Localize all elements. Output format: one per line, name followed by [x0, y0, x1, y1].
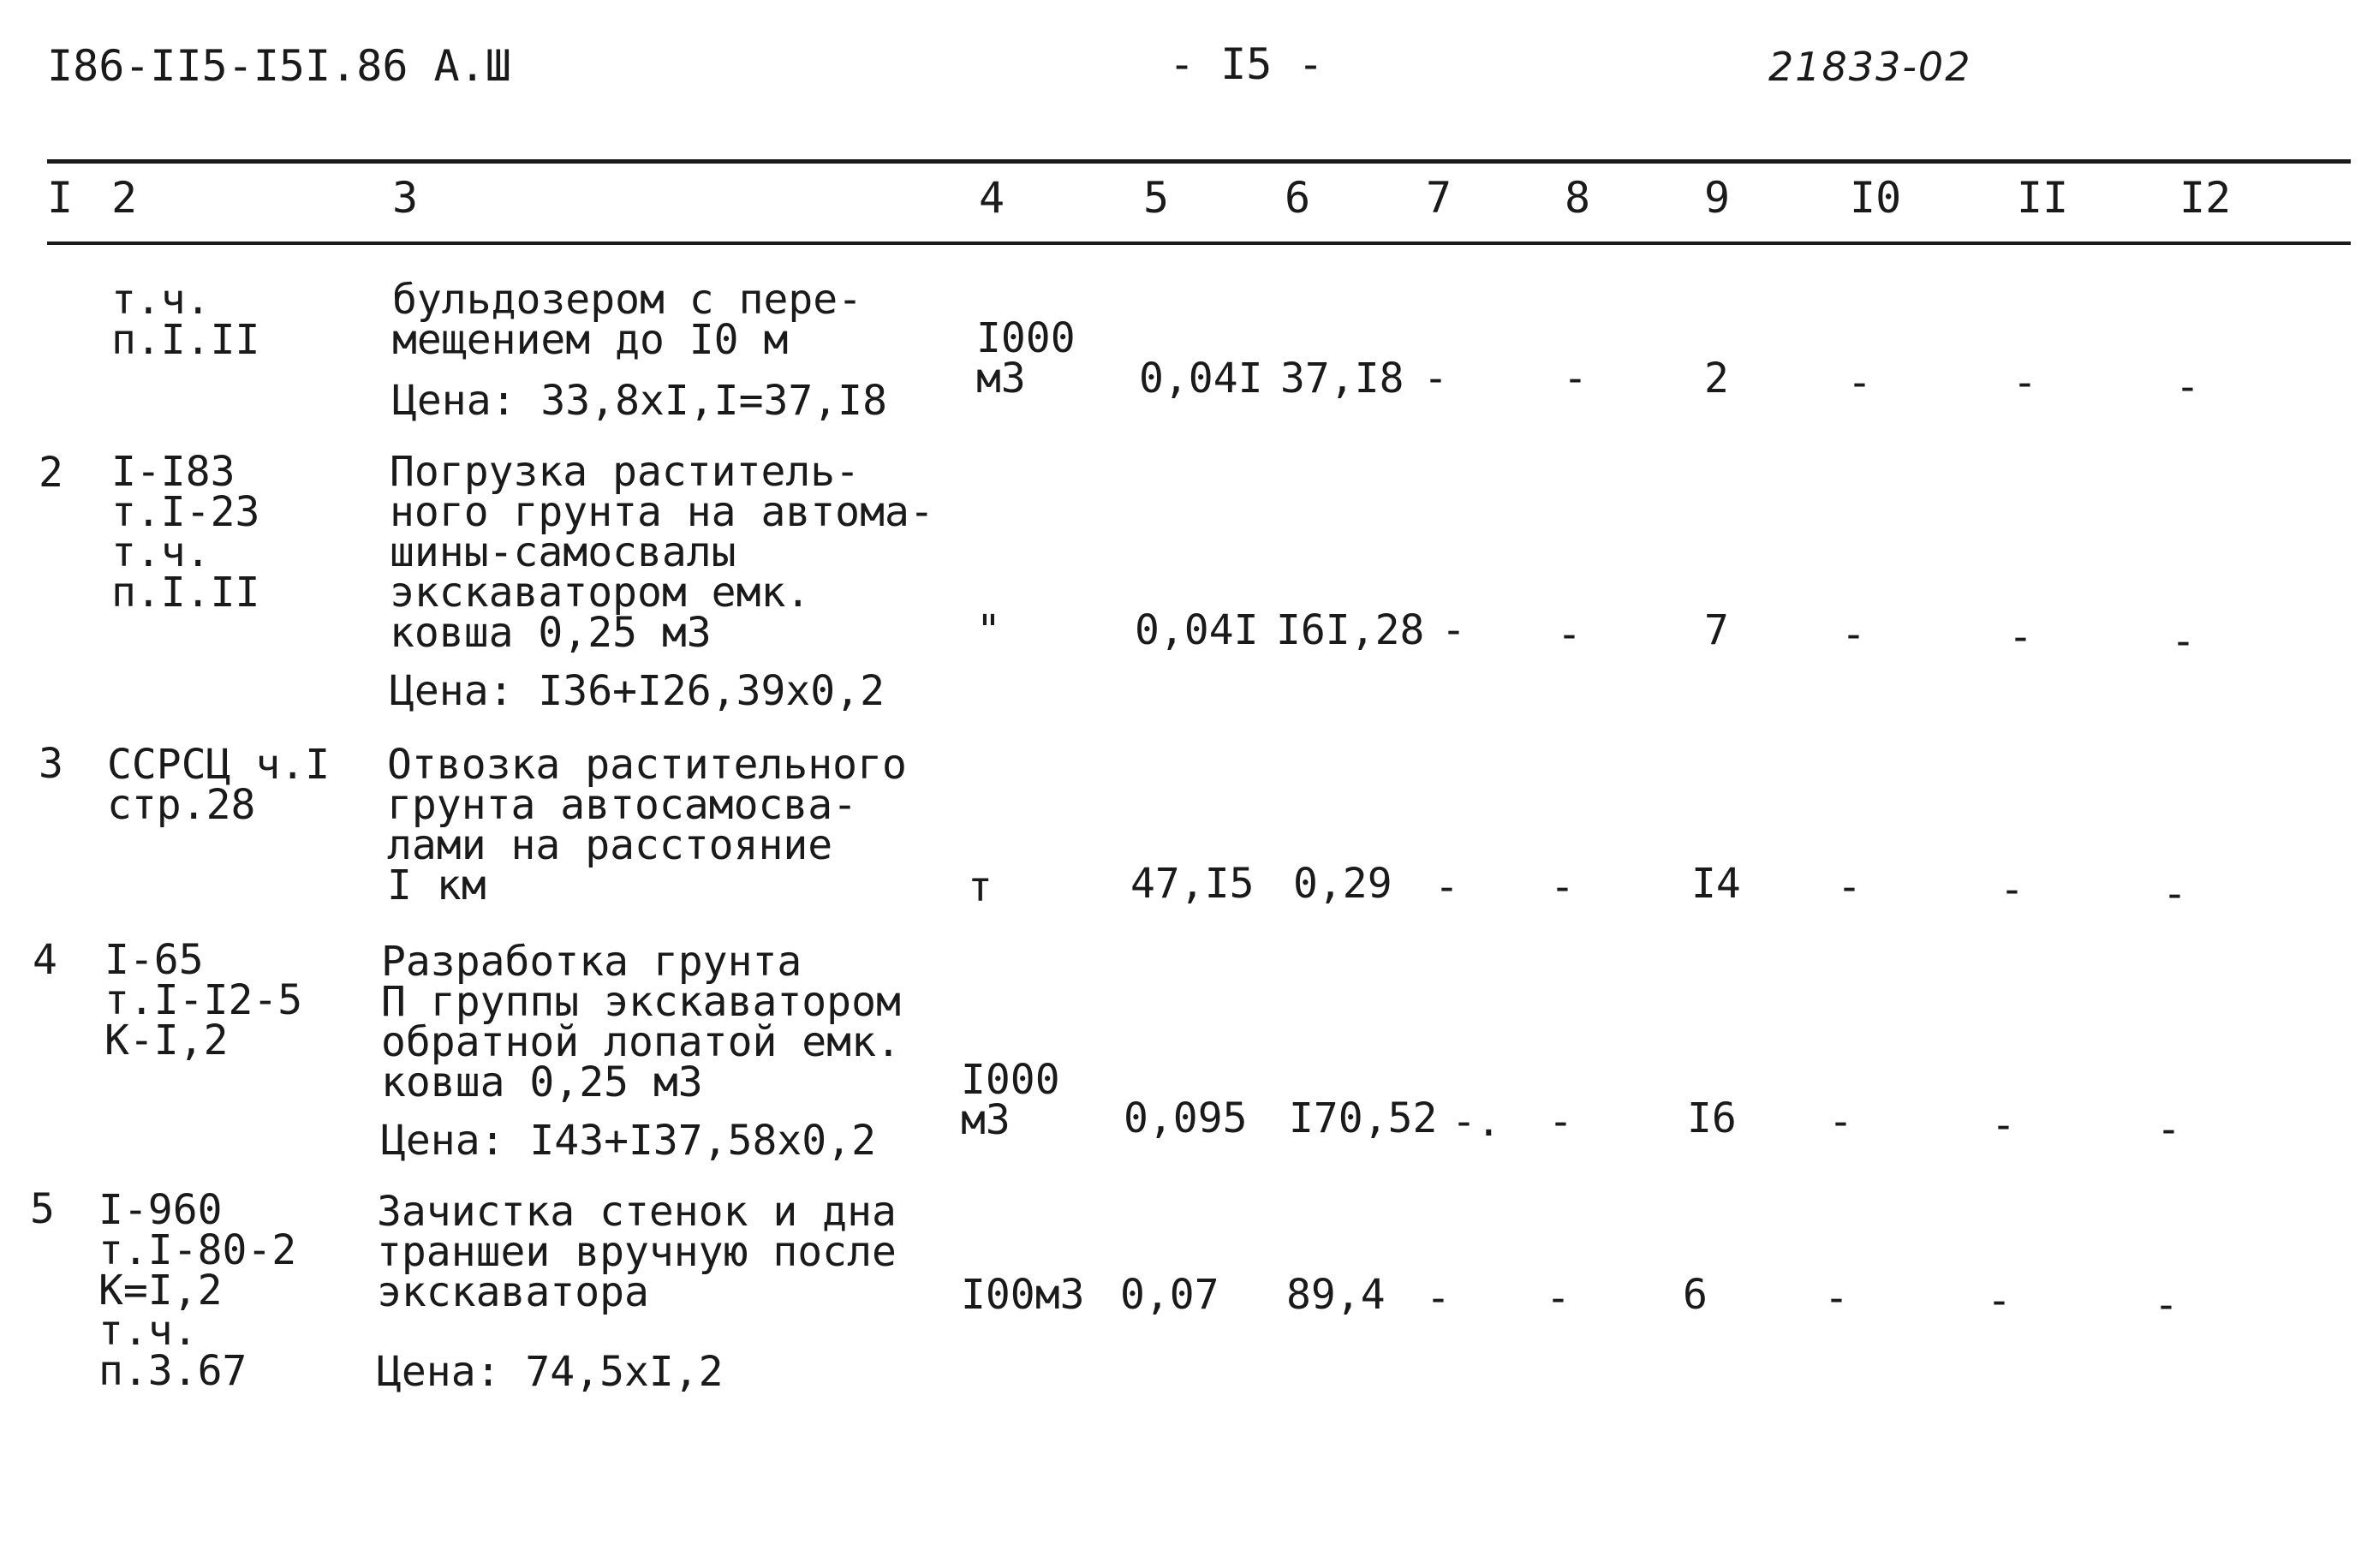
- row-value-6: I6I,28: [1276, 606, 1425, 654]
- row-number: 4: [33, 936, 57, 984]
- row-value-8: -: [1546, 1274, 1571, 1322]
- row-value-10: -: [1828, 1098, 1853, 1146]
- row-value-12: -: [2171, 617, 2196, 665]
- table-top-rule: [47, 159, 2351, 164]
- row-value-10: -: [1841, 611, 1866, 659]
- row-description: Отвозка растительного грунта автосамосва- лами на расстояние I км: [387, 741, 907, 909]
- row-value-7: -: [1434, 863, 1459, 911]
- row-quantity: 0,04I: [1135, 606, 1259, 654]
- column-header: 7: [1426, 173, 1452, 223]
- row-description: бульдозером с пере- мещением до I0 м: [392, 276, 863, 364]
- row-value-9: I4: [1691, 860, 1741, 908]
- column-header: I: [47, 173, 74, 223]
- row-price: Цена: 74,5хI,2: [377, 1348, 724, 1396]
- row-price: Цена: I43+I37,58х0,2: [381, 1117, 876, 1165]
- row-number: 5: [30, 1185, 55, 1233]
- row-value-12: -: [2154, 1281, 2179, 1329]
- row-value-8: -: [1563, 355, 1588, 402]
- row-reference: ССРСЦ ч.I стр.28: [107, 741, 331, 829]
- row-value-12: -: [2162, 870, 2187, 918]
- row-value-7: -: [1441, 606, 1466, 654]
- row-quantity: 0,095: [1124, 1094, 1248, 1142]
- row-value-7: -: [1426, 1274, 1451, 1322]
- column-header: I2: [2179, 173, 2232, 223]
- row-value-7: -: [1423, 355, 1448, 402]
- row-value-11: -: [2000, 866, 2024, 914]
- column-header: 3: [392, 173, 419, 223]
- row-value-6: 37,I8: [1280, 355, 1404, 402]
- column-header: 9: [1704, 173, 1731, 223]
- row-value-11: -: [2012, 359, 2037, 407]
- row-reference: т.ч. п.I.II: [111, 276, 260, 364]
- row-value-11: -: [1991, 1101, 2016, 1149]
- column-header: 2: [111, 173, 138, 223]
- row-value-9: 2: [1704, 355, 1729, 402]
- row-value-8: -: [1557, 611, 1582, 659]
- row-quantity: 47,I5: [1130, 860, 1255, 908]
- column-header: 8: [1565, 173, 1591, 223]
- row-unit: т: [968, 863, 993, 911]
- row-value-9: 7: [1704, 606, 1729, 654]
- row-value-12: -: [2156, 1106, 2181, 1154]
- row-reference: I-I83 т.I-23 т.ч. п.I.II: [111, 448, 260, 617]
- row-reference: I-960 т.I-80-2 К=I,2 т.ч. п.3.67: [98, 1186, 297, 1395]
- column-header: 5: [1143, 173, 1170, 223]
- page-number: - I5 -: [1169, 39, 1324, 89]
- row-value-9: I6: [1687, 1094, 1737, 1142]
- row-value-8: -: [1550, 863, 1575, 911]
- row-description: Погрузка раститель- ного грунта на автома- шины-самосвалы экскаватором емк. ковша 0,25 м3: [390, 448, 934, 657]
- row-value-11: -: [1987, 1277, 2012, 1325]
- table-header-rule: [47, 241, 2351, 245]
- row-value-10: -: [1824, 1274, 1849, 1322]
- row-price: Цена: I36+I26,39х0,2: [390, 667, 885, 715]
- row-quantity: 0,04I: [1139, 355, 1263, 402]
- row-value-8: -: [1548, 1098, 1573, 1146]
- row-value-7: -.: [1452, 1098, 1501, 1146]
- column-header: 6: [1285, 173, 1311, 223]
- row-value-9: 6: [1683, 1271, 1708, 1319]
- row-reference: I-65 т.I-I2-5 К-I,2: [104, 936, 303, 1064]
- row-value-6: I70,52: [1289, 1094, 1438, 1142]
- row-price: Цена: 33,8хI,I=37,I8: [392, 377, 887, 425]
- row-unit: ": [976, 606, 1001, 654]
- row-value-10: -: [1847, 359, 1872, 407]
- registration-stamp: 21833-02: [1768, 44, 1972, 90]
- row-value-10: -: [1837, 863, 1862, 911]
- row-unit: I00м3: [961, 1271, 1085, 1319]
- row-unit: I000 м3: [961, 1056, 1060, 1144]
- column-header: II: [2017, 173, 2069, 223]
- document-code: I86-II5-I5I.86 А.Ш: [47, 41, 511, 91]
- row-quantity: 0,07: [1120, 1271, 1219, 1319]
- row-unit: I000 м3: [976, 314, 1076, 402]
- row-value-6: 0,29: [1293, 860, 1392, 908]
- row-number: 3: [39, 740, 63, 788]
- column-header: I0: [1850, 173, 1902, 223]
- row-value-11: -: [2008, 613, 2033, 661]
- row-value-12: -: [2175, 363, 2200, 411]
- row-description: Зачистка стенок и дна траншеи вручную после экскаватора: [377, 1188, 897, 1316]
- row-description: Разработка грунта П группы экскаватором обратной лопатой емк. ковша 0,25 м3: [381, 938, 901, 1106]
- row-value-6: 89,4: [1286, 1271, 1386, 1319]
- row-number: 2: [39, 449, 63, 497]
- column-header: 4: [979, 173, 1005, 223]
